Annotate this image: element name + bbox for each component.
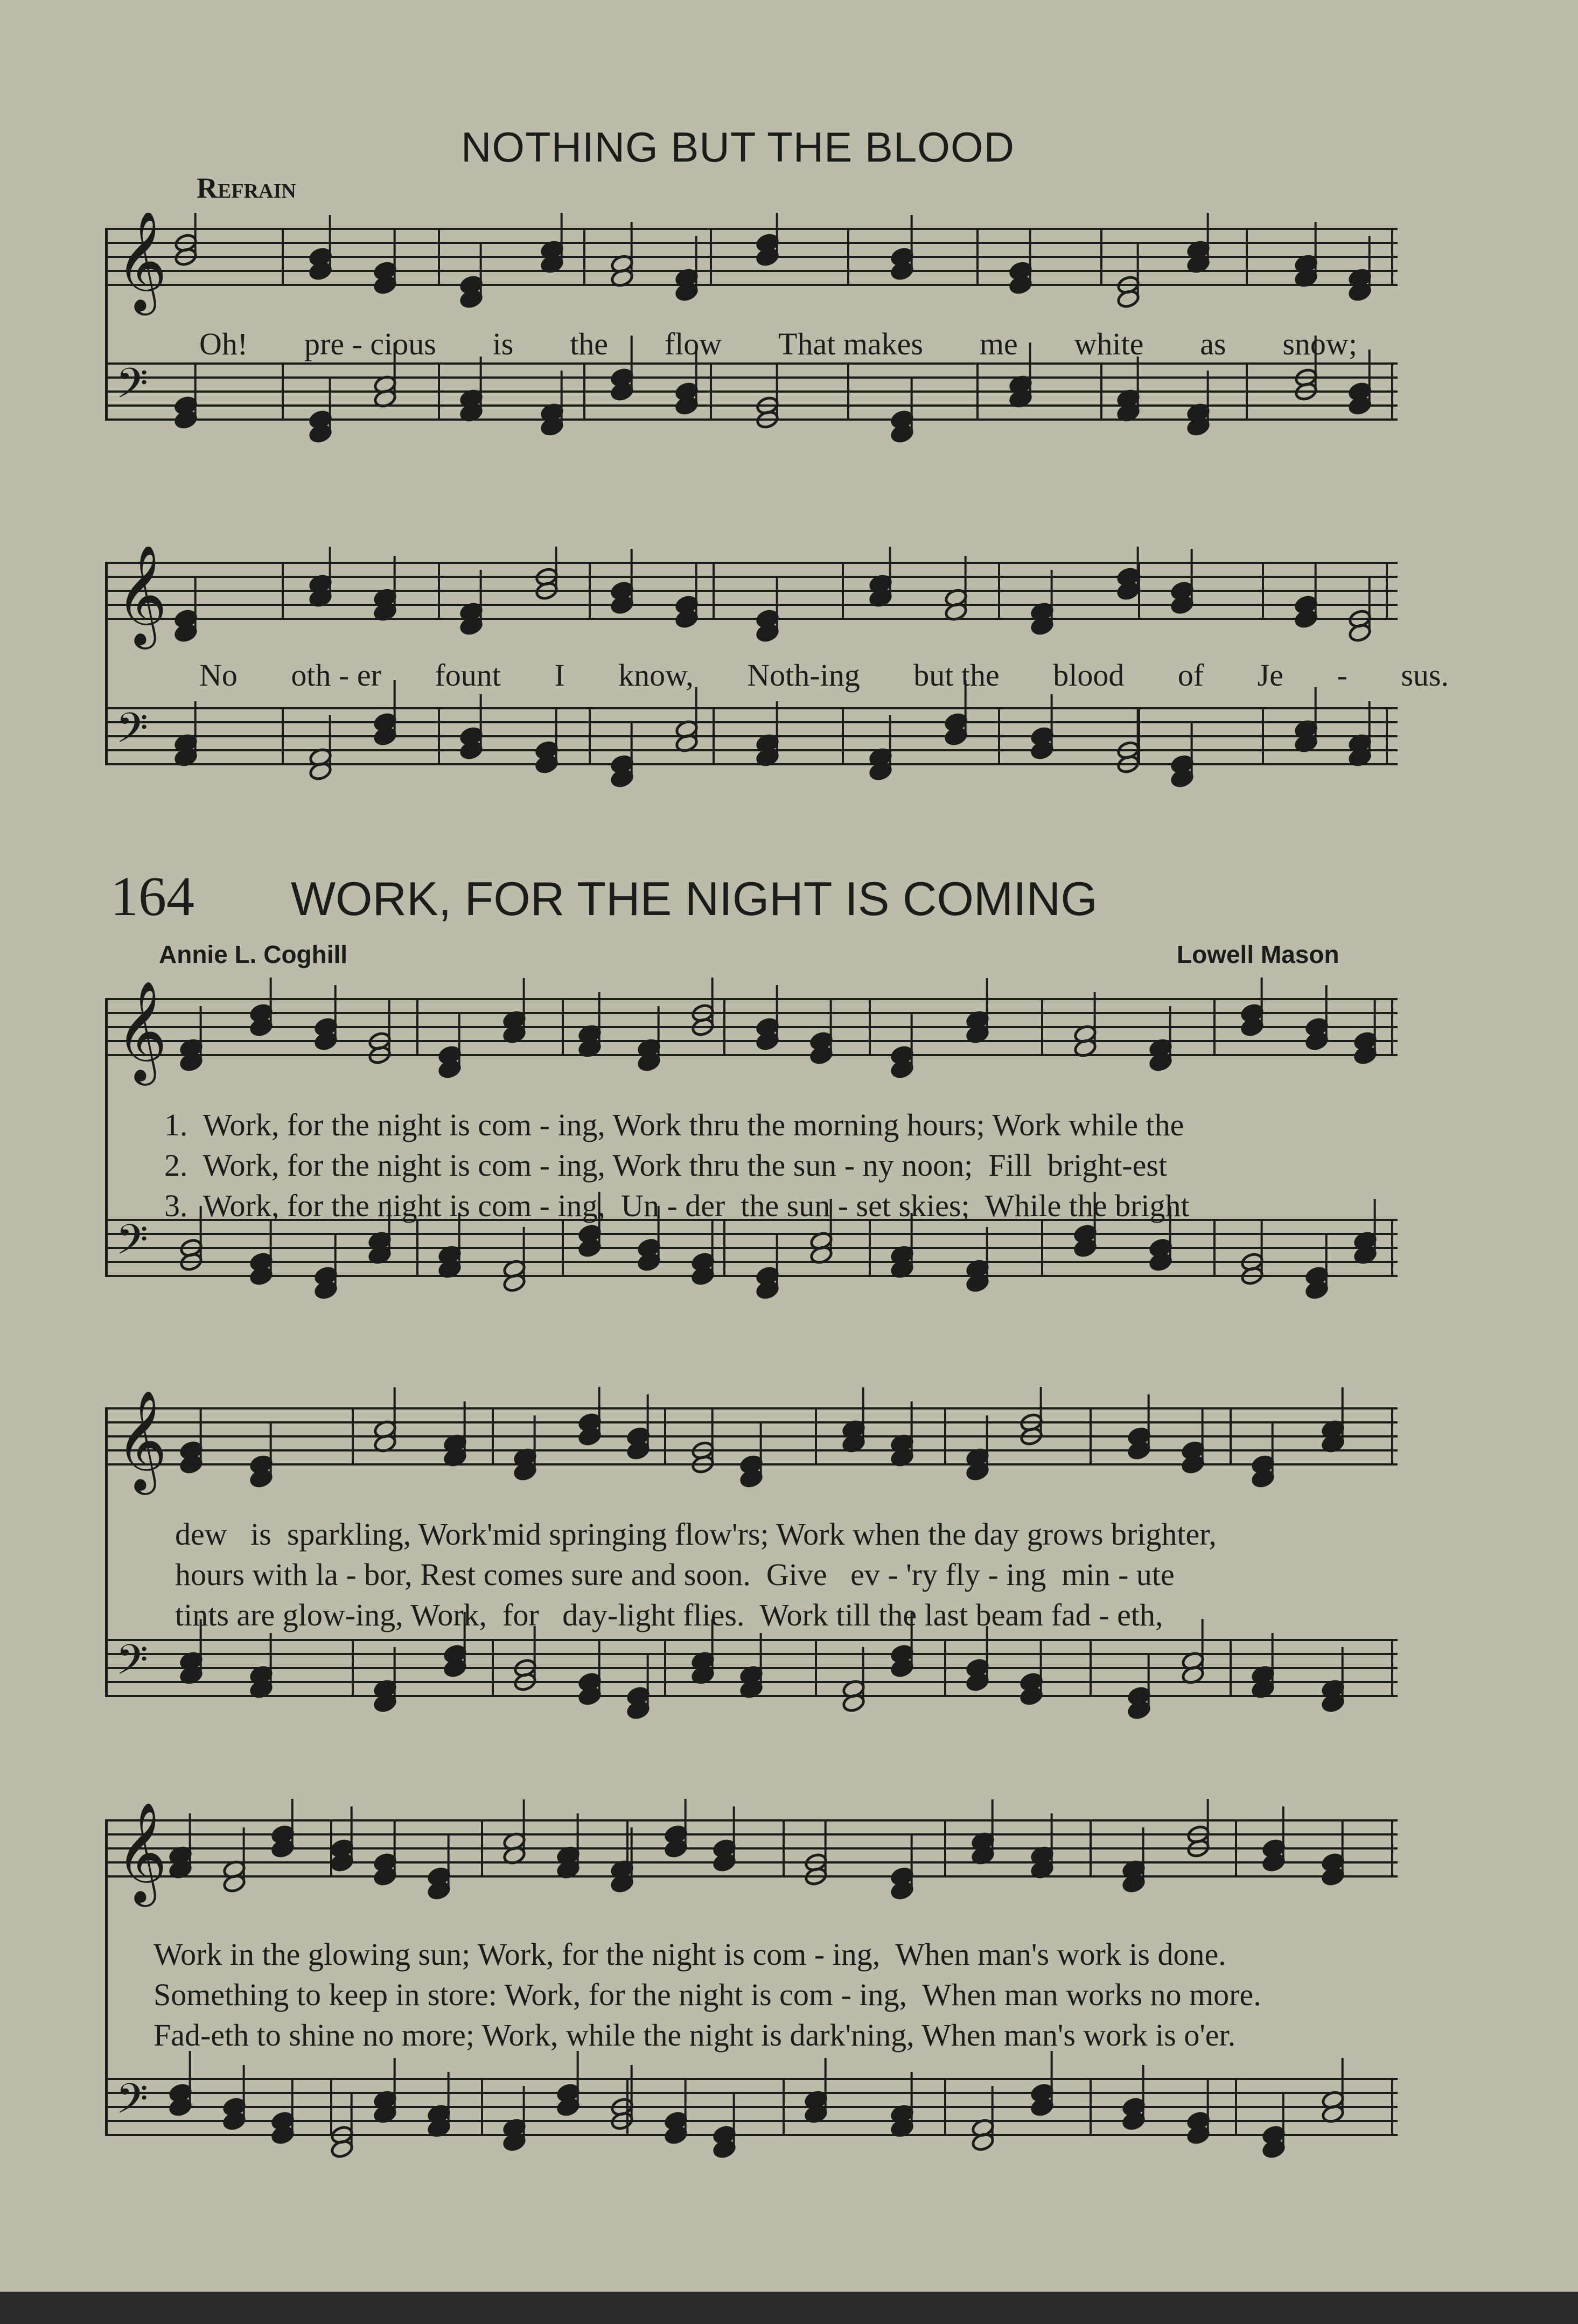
- page-edge: [0, 2292, 1578, 2324]
- music-system-b3: [105, 1799, 1408, 2203]
- lyrics-a1: [199, 326, 1357, 362]
- lyric-verse-3: Fad-eth to shine no more; Work, while the night is dark'ning, When man's work is o'er.: [153, 2018, 1236, 2053]
- bass-clef-icon: 𝄢: [116, 1216, 149, 1274]
- lyric-word: I: [554, 658, 565, 693]
- lyric-word: sus.: [1401, 658, 1449, 693]
- bass-staff: [105, 704, 1398, 764]
- lyricist-credit: Annie L. Coghill: [159, 940, 348, 968]
- notes: [174, 547, 1372, 643]
- notes: [169, 2051, 1345, 2159]
- lyric-word: pre - cious: [304, 326, 436, 361]
- notes: [174, 213, 1372, 309]
- music-system-a2: [105, 547, 1449, 838]
- lyric-word: Je: [1257, 658, 1283, 693]
- lyric-word: is: [492, 326, 514, 361]
- lyric-word: but the: [913, 658, 1000, 693]
- lyric-word: -: [1337, 658, 1347, 693]
- lyric-word: No: [199, 658, 238, 693]
- composer-credit: Lowell Mason: [1177, 940, 1339, 968]
- lyric-verse-2: hours with la - bor, Rest comes sure and soon. Give ev - 'ry fly - ing min - ute: [175, 1557, 1175, 1592]
- lyric-word: snow;: [1282, 326, 1357, 361]
- treble-staff: [105, 980, 1398, 1086]
- hymn-number: 164: [110, 866, 194, 927]
- lyric-verse-2: Something to keep in store: Work, for the night is com - ing, When man works no more.: [153, 1977, 1261, 2012]
- lyric-word: flow: [664, 326, 722, 361]
- hymn-title-work-for-the-night: WORK, FOR THE NIGHT IS COMING: [291, 872, 1098, 925]
- hymn-title-nothing-but-the-blood: NOTHING BUT THE BLOOD: [461, 123, 1015, 171]
- bass-clef-icon: 𝄢: [116, 1636, 149, 1694]
- lyric-verse-3: 3. Work, for the night is com - ing, Un - der the sun - set skies; While the bright: [164, 1188, 1190, 1223]
- lyric-word: as: [1200, 326, 1226, 361]
- lyric-word: the: [570, 326, 609, 361]
- bass-clef-icon: 𝄢: [116, 704, 149, 763]
- refrain-label: Refrain: [197, 172, 296, 204]
- lyric-word: That makes: [778, 326, 923, 361]
- notes: [179, 1387, 1345, 1489]
- bass-staff: [105, 1216, 1398, 1276]
- bass-clef-icon: 𝄢: [116, 2075, 149, 2133]
- lyric-verse-1: Work in the glowing sun; Work, for the night is com - ing, When man's work is done.: [153, 1937, 1226, 1972]
- notes: [179, 978, 1377, 1079]
- lyrics-a2: [199, 657, 1449, 693]
- lyric-word: blood: [1053, 658, 1125, 693]
- lyric-verse-1: 1. Work, for the night is com - ing, Work thru the morning hours; Work while the: [164, 1107, 1184, 1142]
- notes: [174, 680, 1372, 788]
- lyric-verse-3: tints are glow-ing, Work, for day-light flies. Work till the last beam fad - eth,: [175, 1597, 1163, 1632]
- lyric-word: fount: [435, 658, 501, 693]
- lyric-word: me: [979, 326, 1018, 361]
- lyric-word: know,: [618, 658, 694, 693]
- lyric-word: white: [1074, 326, 1144, 361]
- treble-clef-icon: 𝄞: [116, 1802, 167, 1903]
- treble-clef-icon: 𝄞: [116, 213, 167, 311]
- music-system-a1: [105, 213, 1408, 498]
- lyric-verse-2: 2. Work, for the night is com - ing, Work thru the sun - ny noon; Fill bright-est: [164, 1148, 1168, 1183]
- music-system-b2: [105, 1387, 1408, 1764]
- lyric-word: Noth-ing: [747, 658, 860, 693]
- music-system-b1: [105, 978, 1408, 1355]
- treble-clef-icon: 𝄞: [116, 980, 167, 1081]
- lyric-word: of: [1177, 658, 1204, 693]
- notes: [169, 1799, 1345, 1901]
- lyric-word: Oh!: [199, 326, 248, 361]
- bass-clef-icon: 𝄢: [116, 359, 149, 418]
- lyric-word: oth - er: [291, 658, 381, 693]
- treble-staff: [105, 547, 1398, 650]
- lyric-verse-1: dew is sparkling, Work'mid springing flow'rs; Work when the day grows brighter,: [175, 1517, 1217, 1552]
- treble-clef-icon: 𝄞: [116, 1390, 167, 1491]
- treble-clef-icon: 𝄞: [116, 547, 167, 645]
